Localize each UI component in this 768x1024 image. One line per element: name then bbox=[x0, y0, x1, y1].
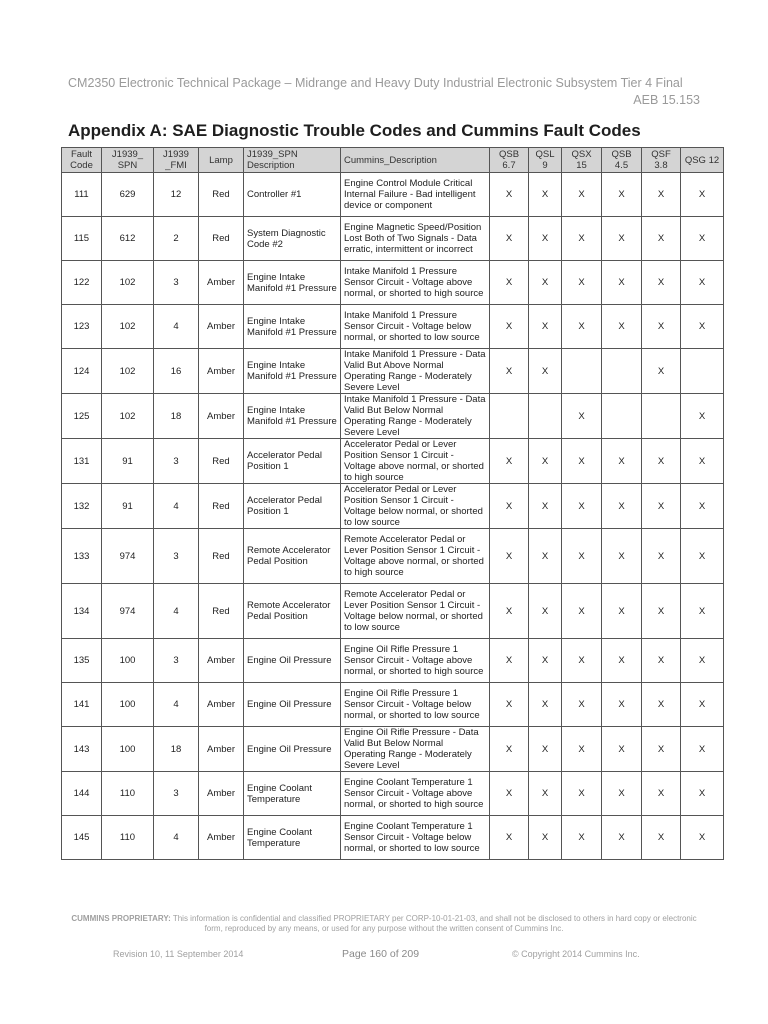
fault-code-cell: 144 bbox=[62, 772, 102, 816]
qsb-6-7-cell: X bbox=[490, 349, 529, 394]
spn-description-cell: Accelerator Pedal Position 1 bbox=[244, 484, 341, 529]
qsx-15-cell: X bbox=[562, 584, 602, 639]
qsx-15-cell: X bbox=[562, 217, 602, 261]
qsf-3-8-cell: X bbox=[642, 261, 681, 305]
table-row bbox=[62, 217, 724, 261]
header-j1939-spn: J1939_ SPN bbox=[102, 148, 154, 173]
spn-description-cell: Engine Oil Pressure bbox=[244, 639, 341, 683]
copyright: © Copyright 2014 Cummins Inc. bbox=[512, 949, 640, 959]
qsg-12-cell: X bbox=[681, 394, 724, 439]
lamp-cell: Amber bbox=[199, 305, 244, 349]
spn-cell: 974 bbox=[102, 529, 154, 584]
qsb-4-5-cell: X bbox=[602, 584, 642, 639]
spn-description-cell: System Diagnostic Code #2 bbox=[244, 217, 341, 261]
spn-cell: 110 bbox=[102, 772, 154, 816]
table-row bbox=[62, 683, 724, 727]
fmi-cell: 2 bbox=[154, 217, 199, 261]
qsb-4-5-cell: X bbox=[602, 305, 642, 349]
lamp-cell: Red bbox=[199, 439, 244, 484]
spn-description-cell: Accelerator Pedal Position 1 bbox=[244, 439, 341, 484]
qsx-15-cell: X bbox=[562, 439, 602, 484]
lamp-cell: Red bbox=[199, 217, 244, 261]
qsg-12-cell: X bbox=[681, 584, 724, 639]
qsb-6-7-cell: X bbox=[490, 484, 529, 529]
fmi-cell: 18 bbox=[154, 394, 199, 439]
lamp-cell: Amber bbox=[199, 394, 244, 439]
spn-cell: 102 bbox=[102, 349, 154, 394]
header-fault-code: Fault Code bbox=[62, 148, 102, 173]
cummins-description-cell: Intake Manifold 1 Pressure Sensor Circuit - Voltage below normal, or shorted to low source bbox=[341, 305, 490, 349]
qsb-6-7-cell: X bbox=[490, 683, 529, 727]
spn-cell: 91 bbox=[102, 439, 154, 484]
qsb-6-7-cell: X bbox=[490, 584, 529, 639]
qsb-6-7-cell bbox=[490, 394, 529, 439]
qsb-4-5-cell: X bbox=[602, 772, 642, 816]
table-row bbox=[62, 639, 724, 683]
spn-description-cell: Engine Intake Manifold #1 Pressure bbox=[244, 349, 341, 394]
table-row bbox=[62, 529, 724, 584]
qsb-4-5-cell: X bbox=[602, 816, 642, 860]
header-qsx-15: QSX 15 bbox=[562, 148, 602, 173]
proprietary-text: This information is confidential and classified PROPRIETARY per CORP-10-01-21-03, and shall not be disclosed to others in hard copy or electronic form, reproduced by any means, or used for any purpose without the written consent of Cummins Inc. bbox=[172, 914, 697, 933]
qsb-4-5-cell: X bbox=[602, 217, 642, 261]
qsf-3-8-cell bbox=[642, 394, 681, 439]
lamp-cell: Red bbox=[199, 484, 244, 529]
header-cummins-description: Cummins_Description bbox=[341, 148, 490, 173]
spn-description-cell: Engine Intake Manifold #1 Pressure bbox=[244, 261, 341, 305]
lamp-cell: Amber bbox=[199, 261, 244, 305]
cummins-description-cell: Engine Oil Rifle Pressure 1 Sensor Circuit - Voltage below normal, or shorted to low source bbox=[341, 683, 490, 727]
qsl-9-cell: X bbox=[529, 529, 562, 584]
header-qsg-12: QSG 12 bbox=[681, 148, 724, 173]
spn-description-cell: Engine Coolant Temperature bbox=[244, 772, 341, 816]
qsf-3-8-cell: X bbox=[642, 639, 681, 683]
fault-code-cell: 145 bbox=[62, 816, 102, 860]
qsg-12-cell bbox=[681, 349, 724, 394]
fmi-cell: 18 bbox=[154, 727, 199, 772]
qsb-6-7-cell: X bbox=[490, 529, 529, 584]
spn-cell: 102 bbox=[102, 394, 154, 439]
spn-cell: 612 bbox=[102, 217, 154, 261]
spn-description-cell: Controller #1 bbox=[244, 173, 341, 217]
cummins-description-cell: Engine Coolant Temperature 1 Sensor Circuit - Voltage above normal, or shorted to high source bbox=[341, 772, 490, 816]
qsb-6-7-cell: X bbox=[490, 639, 529, 683]
page-number: Page 160 of 209 bbox=[342, 948, 420, 960]
qsx-15-cell: X bbox=[562, 529, 602, 584]
qsf-3-8-cell: X bbox=[642, 727, 681, 772]
qsb-6-7-cell: X bbox=[490, 727, 529, 772]
spn-description-cell: Engine Coolant Temperature bbox=[244, 816, 341, 860]
fmi-cell: 3 bbox=[154, 529, 199, 584]
proprietary-label: CUMMINS PROPRIETARY: bbox=[71, 914, 171, 923]
fmi-cell: 3 bbox=[154, 772, 199, 816]
spn-cell: 102 bbox=[102, 305, 154, 349]
qsb-6-7-cell: X bbox=[490, 173, 529, 217]
document-header-number: AEB 15.153 bbox=[633, 93, 700, 107]
qsx-15-cell: X bbox=[562, 639, 602, 683]
qsg-12-cell: X bbox=[681, 173, 724, 217]
qsf-3-8-cell: X bbox=[642, 217, 681, 261]
lamp-cell: Amber bbox=[199, 727, 244, 772]
lamp-cell: Amber bbox=[199, 349, 244, 394]
qsb-6-7-cell: X bbox=[490, 772, 529, 816]
qsl-9-cell: X bbox=[529, 816, 562, 860]
spn-cell: 110 bbox=[102, 816, 154, 860]
qsx-15-cell: X bbox=[562, 772, 602, 816]
qsx-15-cell: X bbox=[562, 173, 602, 217]
qsb-4-5-cell: X bbox=[602, 173, 642, 217]
qsb-4-5-cell: X bbox=[602, 639, 642, 683]
cummins-description-cell: Accelerator Pedal or Lever Position Sensor 1 Circuit - Voltage above normal, or shorted to high source bbox=[341, 439, 490, 484]
qsb-4-5-cell: X bbox=[602, 261, 642, 305]
fault-code-cell: 123 bbox=[62, 305, 102, 349]
qsf-3-8-cell: X bbox=[642, 584, 681, 639]
fault-code-cell: 133 bbox=[62, 529, 102, 584]
qsl-9-cell: X bbox=[529, 217, 562, 261]
qsl-9-cell: X bbox=[529, 639, 562, 683]
qsg-12-cell: X bbox=[681, 305, 724, 349]
qsx-15-cell: X bbox=[562, 305, 602, 349]
qsb-6-7-cell: X bbox=[490, 261, 529, 305]
fmi-cell: 12 bbox=[154, 173, 199, 217]
fmi-cell: 4 bbox=[154, 683, 199, 727]
qsl-9-cell: X bbox=[529, 305, 562, 349]
fault-code-cell: 124 bbox=[62, 349, 102, 394]
spn-cell: 974 bbox=[102, 584, 154, 639]
qsf-3-8-cell: X bbox=[642, 683, 681, 727]
qsl-9-cell: X bbox=[529, 173, 562, 217]
lamp-cell: Amber bbox=[199, 639, 244, 683]
lamp-cell: Red bbox=[199, 173, 244, 217]
table-row bbox=[62, 439, 724, 484]
qsl-9-cell: X bbox=[529, 439, 562, 484]
qsx-15-cell: X bbox=[562, 261, 602, 305]
spn-cell: 91 bbox=[102, 484, 154, 529]
qsf-3-8-cell: X bbox=[642, 816, 681, 860]
qsx-15-cell: X bbox=[562, 683, 602, 727]
revision-info: Revision 10, 11 September 2014 bbox=[113, 949, 244, 959]
header-j1939-fmi: J1939 _FMI bbox=[154, 148, 199, 173]
fmi-cell: 16 bbox=[154, 349, 199, 394]
qsl-9-cell: X bbox=[529, 772, 562, 816]
qsx-15-cell: X bbox=[562, 484, 602, 529]
qsb-4-5-cell: X bbox=[602, 484, 642, 529]
cummins-description-cell: Remote Accelerator Pedal or Lever Position Sensor 1 Circuit - Voltage below normal, or shorted to low source bbox=[341, 584, 490, 639]
qsx-15-cell bbox=[562, 349, 602, 394]
cummins-description-cell: Intake Manifold 1 Pressure Sensor Circuit - Voltage above normal, or shorted to high source bbox=[341, 261, 490, 305]
fault-code-table bbox=[61, 147, 724, 860]
lamp-cell: Amber bbox=[199, 683, 244, 727]
header-qsb-6-7: QSB 6.7 bbox=[490, 148, 529, 173]
table-row bbox=[62, 772, 724, 816]
qsg-12-cell: X bbox=[681, 529, 724, 584]
qsg-12-cell: X bbox=[681, 484, 724, 529]
spn-cell: 100 bbox=[102, 727, 154, 772]
qsb-4-5-cell bbox=[602, 349, 642, 394]
table-body bbox=[62, 173, 724, 860]
cummins-description-cell: Engine Oil Rifle Pressure 1 Sensor Circuit - Voltage above normal, or shorted to high source bbox=[341, 639, 490, 683]
qsf-3-8-cell: X bbox=[642, 439, 681, 484]
table-header-row bbox=[62, 148, 724, 173]
qsf-3-8-cell: X bbox=[642, 484, 681, 529]
spn-cell: 100 bbox=[102, 639, 154, 683]
qsb-6-7-cell: X bbox=[490, 305, 529, 349]
cummins-description-cell: Accelerator Pedal or Lever Position Sensor 1 Circuit - Voltage below normal, or shorted to low source bbox=[341, 484, 490, 529]
fault-code-cell: 125 bbox=[62, 394, 102, 439]
table-row bbox=[62, 727, 724, 772]
qsg-12-cell: X bbox=[681, 261, 724, 305]
fault-code-cell: 143 bbox=[62, 727, 102, 772]
table-row bbox=[62, 394, 724, 439]
header-spn-description: J1939_SPN Description bbox=[244, 148, 341, 173]
qsl-9-cell: X bbox=[529, 349, 562, 394]
fault-code-cell: 115 bbox=[62, 217, 102, 261]
qsf-3-8-cell: X bbox=[642, 173, 681, 217]
proprietary-notice bbox=[68, 914, 700, 934]
qsf-3-8-cell: X bbox=[642, 772, 681, 816]
fmi-cell: 3 bbox=[154, 439, 199, 484]
fmi-cell: 4 bbox=[154, 305, 199, 349]
fault-code-cell: 122 bbox=[62, 261, 102, 305]
spn-description-cell: Remote Accelerator Pedal Position bbox=[244, 584, 341, 639]
qsg-12-cell: X bbox=[681, 217, 724, 261]
lamp-cell: Red bbox=[199, 529, 244, 584]
fmi-cell: 4 bbox=[154, 584, 199, 639]
table-row bbox=[62, 584, 724, 639]
table-row bbox=[62, 816, 724, 860]
qsl-9-cell: X bbox=[529, 484, 562, 529]
qsg-12-cell: X bbox=[681, 683, 724, 727]
table-row bbox=[62, 349, 724, 394]
cummins-description-cell: Remote Accelerator Pedal or Lever Position Sensor 1 Circuit - Voltage above normal, or shorted to high source bbox=[341, 529, 490, 584]
qsx-15-cell: X bbox=[562, 394, 602, 439]
fault-code-cell: 131 bbox=[62, 439, 102, 484]
cummins-description-cell: Engine Oil Rifle Pressure - Data Valid But Below Normal Operating Range - Moderately Severe Level bbox=[341, 727, 490, 772]
fmi-cell: 3 bbox=[154, 261, 199, 305]
page-title: Appendix A: SAE Diagnostic Trouble Codes and Cummins Fault Codes bbox=[68, 121, 641, 140]
qsx-15-cell: X bbox=[562, 816, 602, 860]
cummins-description-cell: Intake Manifold 1 Pressure - Data Valid But Above Normal Operating Range - Moderately Severe Level bbox=[341, 349, 490, 394]
fault-code-cell: 111 bbox=[62, 173, 102, 217]
qsf-3-8-cell: X bbox=[642, 305, 681, 349]
header-qsf-3-8: QSF 3.8 bbox=[642, 148, 681, 173]
qsl-9-cell: X bbox=[529, 683, 562, 727]
fmi-cell: 4 bbox=[154, 816, 199, 860]
header-qsb-4-5: QSB 4.5 bbox=[602, 148, 642, 173]
cummins-description-cell: Engine Control Module Critical Internal Failure - Bad intelligent device or component bbox=[341, 173, 490, 217]
cummins-description-cell: Engine Magnetic Speed/Position Lost Both of Two Signals - Data erratic, intermittent or incorrect bbox=[341, 217, 490, 261]
qsl-9-cell: X bbox=[529, 727, 562, 772]
qsb-4-5-cell: X bbox=[602, 529, 642, 584]
fault-code-cell: 132 bbox=[62, 484, 102, 529]
table-row bbox=[62, 261, 724, 305]
document-header-title: CM2350 Electronic Technical Package – Midrange and Heavy Duty Industrial Electronic Subsystem Tier 4 Final bbox=[68, 76, 683, 90]
spn-cell: 102 bbox=[102, 261, 154, 305]
table-row bbox=[62, 173, 724, 217]
table-row bbox=[62, 305, 724, 349]
fmi-cell: 4 bbox=[154, 484, 199, 529]
spn-description-cell: Engine Oil Pressure bbox=[244, 727, 341, 772]
qsb-4-5-cell: X bbox=[602, 439, 642, 484]
fmi-cell: 3 bbox=[154, 639, 199, 683]
spn-description-cell: Engine Intake Manifold #1 Pressure bbox=[244, 394, 341, 439]
fault-code-cell: 135 bbox=[62, 639, 102, 683]
cummins-description-cell: Engine Coolant Temperature 1 Sensor Circuit - Voltage below normal, or shorted to low source bbox=[341, 816, 490, 860]
spn-cell: 100 bbox=[102, 683, 154, 727]
qsx-15-cell: X bbox=[562, 727, 602, 772]
qsl-9-cell bbox=[529, 394, 562, 439]
spn-cell: 629 bbox=[102, 173, 154, 217]
cummins-description-cell: Intake Manifold 1 Pressure - Data Valid But Below Normal Operating Range - Moderately Severe Level bbox=[341, 394, 490, 439]
fault-code-cell: 134 bbox=[62, 584, 102, 639]
qsg-12-cell: X bbox=[681, 816, 724, 860]
header-qsl-9: QSL 9 bbox=[529, 148, 562, 173]
qsg-12-cell: X bbox=[681, 727, 724, 772]
qsf-3-8-cell: X bbox=[642, 349, 681, 394]
qsg-12-cell: X bbox=[681, 439, 724, 484]
qsl-9-cell: X bbox=[529, 261, 562, 305]
header-lamp: Lamp bbox=[199, 148, 244, 173]
qsb-6-7-cell: X bbox=[490, 439, 529, 484]
lamp-cell: Red bbox=[199, 584, 244, 639]
spn-description-cell: Engine Oil Pressure bbox=[244, 683, 341, 727]
table-row bbox=[62, 484, 724, 529]
spn-description-cell: Engine Intake Manifold #1 Pressure bbox=[244, 305, 341, 349]
qsf-3-8-cell: X bbox=[642, 529, 681, 584]
qsb-6-7-cell: X bbox=[490, 217, 529, 261]
qsg-12-cell: X bbox=[681, 772, 724, 816]
qsb-4-5-cell: X bbox=[602, 683, 642, 727]
qsb-4-5-cell bbox=[602, 394, 642, 439]
qsl-9-cell: X bbox=[529, 584, 562, 639]
fault-code-cell: 141 bbox=[62, 683, 102, 727]
spn-description-cell: Remote Accelerator Pedal Position bbox=[244, 529, 341, 584]
qsb-4-5-cell: X bbox=[602, 727, 642, 772]
qsg-12-cell: X bbox=[681, 639, 724, 683]
qsb-6-7-cell: X bbox=[490, 816, 529, 860]
lamp-cell: Amber bbox=[199, 816, 244, 860]
lamp-cell: Amber bbox=[199, 772, 244, 816]
